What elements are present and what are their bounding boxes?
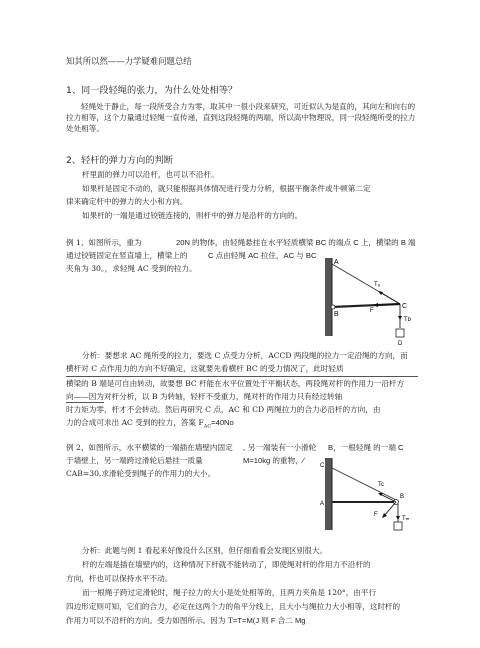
- underline: [66, 402, 104, 403]
- ex1-text: 20N 的物体，由轻绳悬挂在水平轻质横梁 BC 的端点 C 上，横梁的 B 端: [176, 238, 416, 247]
- ex1-figure: [318, 250, 418, 350]
- section-1-heading: 1、同一段轻绳的张力，为什么处处相等？: [66, 85, 238, 96]
- analysis-2-line: 杆的左端是插在墙壁内的，这种情况下杆就不能转动了，即使绳对杆的作用力不沿杆的: [82, 560, 371, 569]
- ex2-text: 例 2、如图所示，水平横梁的一端插在墙壁内固定: [66, 443, 233, 452]
- analysis-1-answer: 力的合成可求出 AC 受到的拉力，答案 $F_{AC}=40No$: [66, 418, 234, 430]
- label-tm: Tₘ: [402, 516, 410, 522]
- section-2-heading: 2、轻杆的弹力方向的判断: [66, 155, 173, 166]
- wall: [325, 258, 332, 336]
- section-2-line: 如果杆是固定不动的，就只能根据具体情况进行受力分析，根据平衡条件或牛顿第二定: [82, 184, 371, 193]
- label-f: F: [370, 308, 374, 314]
- arrow-tc: [380, 494, 396, 502]
- hinge: [331, 305, 335, 309]
- page-title: 知其所以然——力学疑难问题总结: [66, 56, 192, 66]
- label-td: Tᴅ: [404, 317, 411, 323]
- section-2-line: 如果杆的一端是通过铰链连接的，则杆中的弹力是沿杆的方向的。: [82, 211, 303, 220]
- section-1-paragraph: 轻绳处于静止，每一段所受合力为零，取其中一很小段来研究，可近似认为是直的，其向左和向右的拉力相等，这个力量通过轻绳一直传递，直到这段轻绳的两端，所以高中物理说，同一段轻绳所受的拉力处处相等。: [66, 102, 416, 133]
- label-b: B: [334, 311, 339, 318]
- label-d: D: [398, 341, 403, 347]
- analysis-2-line: 四边形定则可知，它们的合力，必定在这两个力的角平分线上，且大小与绳拉力大小相等，这时杆的: [66, 602, 401, 611]
- label-b: B: [400, 494, 405, 500]
- label-c: C: [402, 303, 408, 310]
- rope-cb: [332, 468, 396, 500]
- analysis-2-line: 而一根绳子跨过定滑轮时，绳子拉力的大小是处处相等的，且两力夹角是 120°，由平行: [82, 588, 377, 597]
- ex1-text: 例 1、如图所示，重为: [66, 238, 142, 247]
- section-2-line: 律来确定杆中的弹力的大小和方向。: [66, 197, 188, 206]
- ex2-figure: [318, 458, 418, 538]
- label-f: F: [374, 512, 378, 518]
- divider: [66, 376, 418, 377]
- label-tc: Tc: [378, 482, 384, 488]
- label-a: A: [334, 259, 339, 266]
- ex1-text: C 点由轻绳 AC 拉住，AC 与 BC: [208, 251, 317, 260]
- ex1-text: 通过铰链固定在竖直墙上，横梁上的: [66, 251, 188, 260]
- arrow-td-head: [398, 316, 402, 320]
- analysis-1-line: 分析：要想求 AC 绳所受的拉力，要选 C 点受力分析，ACCD 两段绳的拉力一定沿绳的方向，而: [82, 351, 408, 360]
- analysis-2-line: 方向，杆也可以保持水平不动。: [66, 574, 173, 583]
- label-ta: Tₐ: [374, 282, 380, 288]
- analysis-1-line: 时力矩为零，杆才不会转动。然后再研究 C 点，AC 和 CD 两绳拉力的合力必沿杆的方向，由: [66, 405, 381, 414]
- analysis-2-line: 分析：此题与例 1 看起来好像没什么区别，但仔细看看会发现区别很大。: [82, 546, 328, 555]
- weight-block: [396, 329, 404, 337]
- label-c: C: [320, 463, 325, 469]
- wall: [325, 458, 332, 530]
- arrow-ta-head: [378, 291, 383, 295]
- analysis-1-line: 横杆对 C 点作用力的方向不好确定，这就要先看横杆 BC 的受力情况了，此时轻质: [66, 364, 344, 373]
- analysis-1-line: 向——因为对杆分析，以 B 为转轴，轻杆不受重力，绳对杆的作用力只有经过转轴: [66, 392, 343, 401]
- analysis-1-line: 横梁的 B 端是可自由转动，故要想 BC 杆能在水平位置处于平衡状态，两段绳对杆的作用力一沿杆方: [66, 379, 405, 388]
- ex2-text: M=10kg 的重物，∕: [243, 456, 304, 465]
- ex2-text: B，一根轻绳 的一端 C: [328, 443, 404, 452]
- ex1-text: 夹角为 30。，求轻绳 AC 受到的拉力。: [66, 264, 197, 273]
- ex2-text: , 另一端装有一小滑轮: [243, 443, 317, 452]
- label-a: A: [320, 501, 325, 507]
- arrow-f: [384, 502, 396, 516]
- ex2-text: CAB=30,求滑轮受到绳子的作用力的大小。: [66, 469, 216, 478]
- ex2-text: 于墙壁上，另一端跨过滑轮后悬挂一质量: [66, 456, 203, 465]
- arrow-tm-head: [396, 516, 400, 520]
- section-2-line: 杆里面的弹力可以沿杆，也可以不沿杆。: [82, 170, 219, 179]
- weight-block: [394, 522, 402, 530]
- arrow-f-head: [373, 303, 378, 307]
- analysis-2-line: 作用力可以不沿杆的方向。受力如图所示。因为 T=T=M(J 则 F 合二 Mg: [66, 616, 306, 625]
- arrow-ta: [380, 292, 400, 304]
